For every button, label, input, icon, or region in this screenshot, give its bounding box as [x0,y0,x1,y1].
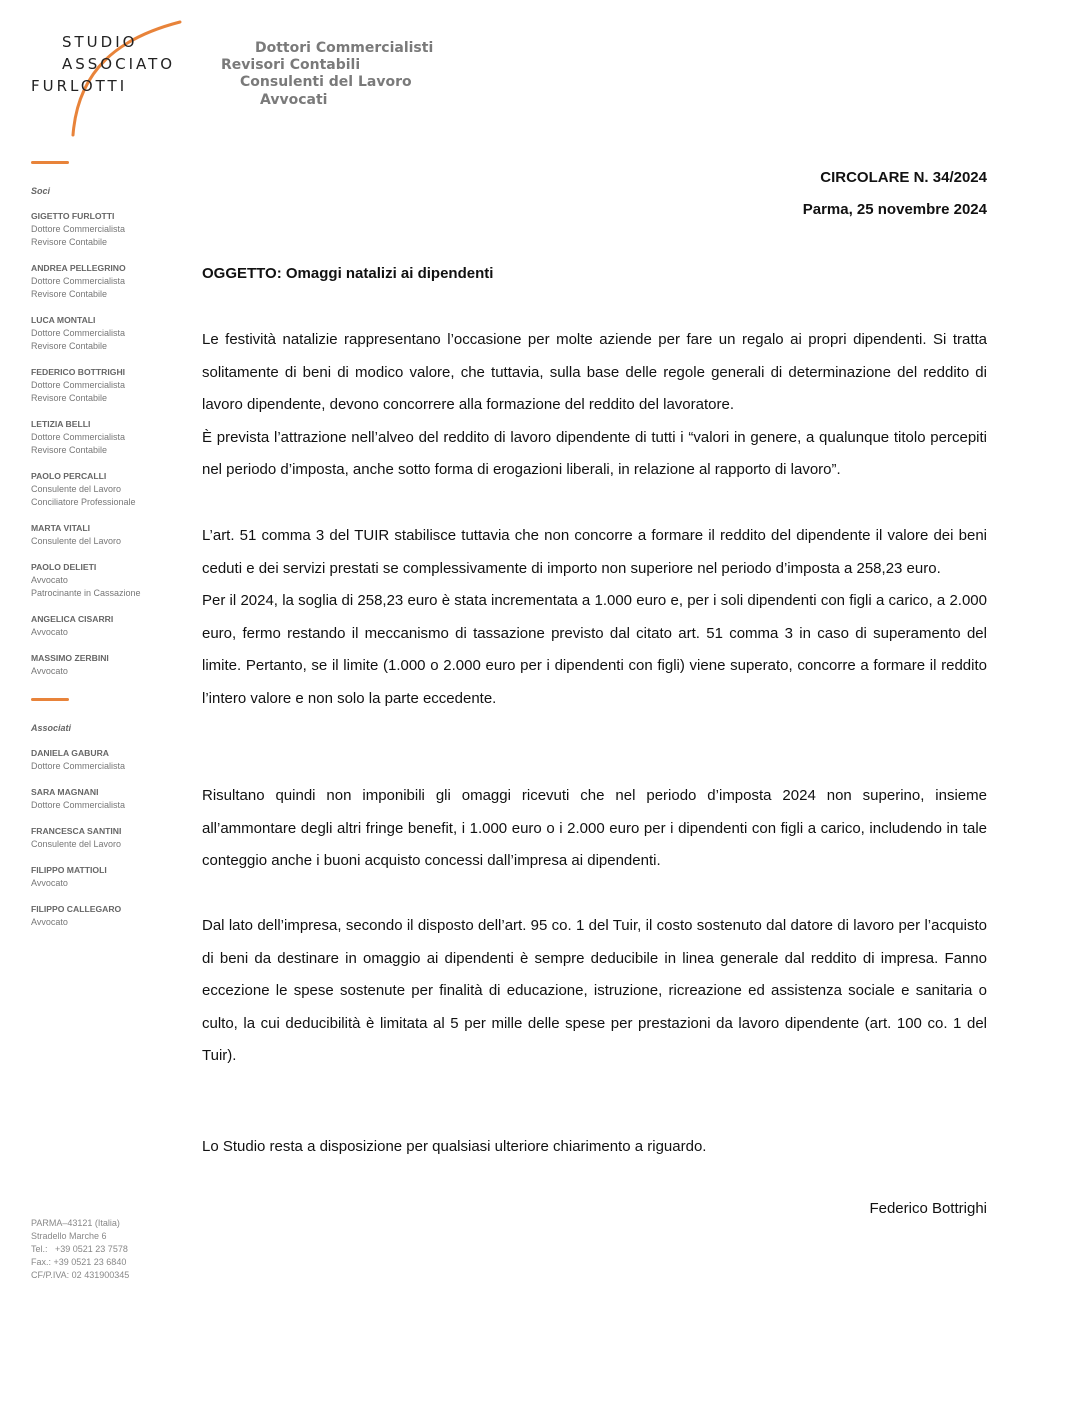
paragraph-company-side [202,910,987,1073]
tagline-avvocati: Avvocati [260,92,328,108]
member-role: Consulente del Lavoro [31,839,122,849]
tagline-revisori: Revisori Contabili [221,57,361,73]
member-name: MARTA VITALI [31,523,91,533]
member-name: FEDERICO BOTTRIGHI [31,367,126,377]
member-name: PAOLO DELIETI [31,562,97,572]
member-role: Revisore Contabile [31,393,108,403]
member-name: ANGELICA CISARRI [31,614,114,624]
member-role: Conciliatore Professionale [31,497,136,507]
sidebar-associati [31,722,191,942]
document-date: Parma, 25 novembre 2024 [802,201,987,218]
member [31,747,191,773]
address-street: Stradello Marche 6 [31,1231,107,1241]
paragraph: È prevista l’attrazione nell’alveo del reddito di lavoro dipendente di tutti i “valori in genere, a qualunque titolo percepiti nel periodo d’imposta, anche sotto forma di erogazioni liberali, in relazione al rapporto di lavoro”. [202,428,987,479]
member [31,613,191,639]
divider-top [31,161,69,164]
soci-label: Soci [31,186,51,196]
member-name: FRANCESCA SANTINI [31,826,122,836]
signature: Federico Bottrighi [869,1200,987,1217]
studio-logo [28,20,188,140]
member-name: LETIZIA BELLI [31,419,91,429]
member [31,470,191,509]
paragraph-tuir [202,520,987,716]
address-city: PARMA–43121 (Italia) [31,1218,120,1228]
paragraph: Risultano quindi non imponibili gli omaggi ricevuti che nel periodo d’imposta 2024 non superino, insieme all’ammontare degli altri fringe benefit, i 1.000 euro o i 2.000 euro per i dipendenti con figli a carico, includendo in tale conteggio anche i buoni acquisto concessi dall’impresa ai dipendenti. [202,787,987,870]
member-name: FILIPPO MATTIOLI [31,865,107,875]
member-name: FILIPPO CALLEGARO [31,904,122,914]
member [31,864,191,890]
member-name: SARA MAGNANI [31,787,99,797]
member [31,210,191,249]
closing-line: Lo Studio resta a disposizione per qualsiasi ulteriore chiarimento a riguardo. [202,1138,707,1155]
member-role: Dottore Commercialista [31,380,126,390]
member-role: Dottore Commercialista [31,432,126,442]
member [31,522,191,548]
member [31,786,191,812]
member-role: Dottore Commercialista [31,276,126,286]
associati-label: Associati [31,723,72,733]
studio-address [31,1217,129,1282]
paragraph-intro [202,324,987,487]
member-role: Dottore Commercialista [31,761,126,771]
member-role: Avvocato [31,917,68,927]
paragraph: L’art. 51 comma 3 del TUIR stabilisce tuttavia che non concorre a formare il reddito del dipendente il valore dei beni ceduti e dei servizi prestati se complessivamente di importo non superiore nel periodo d’imposta a 258,23 euro. [202,527,987,577]
member-role: Revisore Contabile [31,289,108,299]
member [31,903,191,929]
address-vat: CF/P.IVA: 02 431900345 [31,1270,130,1280]
tagline-consulenti: Consulenti del Lavoro [240,74,412,90]
logo-line-associato: ASSOCIATO [62,55,176,73]
member-role: Revisore Contabile [31,445,108,455]
member-role: Consulente del Lavoro [31,536,122,546]
circular-number: CIRCOLARE N. 34/2024 [820,169,987,186]
member-name: GIGETTO FURLOTTI [31,211,115,221]
paragraph: Dal lato dell’impresa, secondo il disposto dell’art. 95 co. 1 del Tuir, il costo sostenuto dal datore di lavoro per l’acquisto di beni da destinare in omaggio ai dipendenti è sempre deducibile in linea generale dal reddito di impresa. Fanno eccezione le spese sostenute per finalità di educazione, istruzione, ricreazione ed assistenza sociale e sanitaria o culto, la cui deducibilità è limitata al 5 per mille delle spese per prestazioni da lavoro dipendente (art. 100 co. 1 del Tuir). [202,917,987,1065]
member-role: Avvocato [31,575,68,585]
member [31,652,191,678]
member [31,366,191,405]
member-role: Avvocato [31,878,68,888]
paragraph: Per il 2024, la soglia di 258,23 euro è stata incrementata a 1.000 euro e, per i soli dipendenti con figli a carico, a 2.000 euro, fermo restando il meccanismo di tassazione previsto dal citato art. 51 comma 3 in caso di superamento del limite. Pertanto, se il limite (1.000 o 2.000 euro per i dipendenti con figli) viene superato, concorre a formare il reddito l’intero valore e non solo la parte eccedente. [202,592,987,707]
member [31,825,191,851]
member-role: Consulente del Lavoro [31,484,122,494]
member-name: MASSIMO ZERBINI [31,653,109,663]
member-role: Avvocato [31,666,68,676]
member-role: Revisore Contabile [31,341,108,351]
member-role: Dottore Commercialista [31,224,126,234]
logo-line-studio: STUDIO [62,33,138,51]
member [31,262,191,301]
member-name: LUCA MONTALI [31,315,96,325]
address-fax: Fax.: +39 0521 23 6840 [31,1257,127,1267]
member [31,314,191,353]
member-role: Dottore Commercialista [31,328,126,338]
member [31,418,191,457]
member-name: PAOLO PERCALLI [31,471,107,481]
address-phone: Tel.: +39 0521 23 7578 [31,1244,128,1254]
member-role: Dottore Commercialista [31,800,126,810]
member-role: Patrocinante in Cassazione [31,588,141,598]
sidebar-soci [31,185,191,691]
subject-line: OGGETTO: Omaggi natalizi ai dipendenti [202,265,494,282]
member-name: ANDREA PELLEGRINO [31,263,126,273]
tagline-dottori: Dottori Commercialisti [255,40,434,56]
divider-middle [31,698,69,701]
member-role: Revisore Contabile [31,237,108,247]
paragraph-non-taxable [202,780,987,878]
member [31,561,191,600]
logo-line-furlotti: FURLOTTI [31,77,128,95]
paragraph: Le festività natalizie rappresentano l’occasione per molte aziende per fare un regalo ai propri dipendenti. Si tratta solitamente di beni di modico valore, che tuttavia, sulla base delle regole generali di determinazione del reddito di lavoro dipendente, devono concorrere alla formazione del reddito del lavoratore. [202,331,987,414]
member-role: Avvocato [31,627,68,637]
member-name: DANIELA GABURA [31,748,109,758]
